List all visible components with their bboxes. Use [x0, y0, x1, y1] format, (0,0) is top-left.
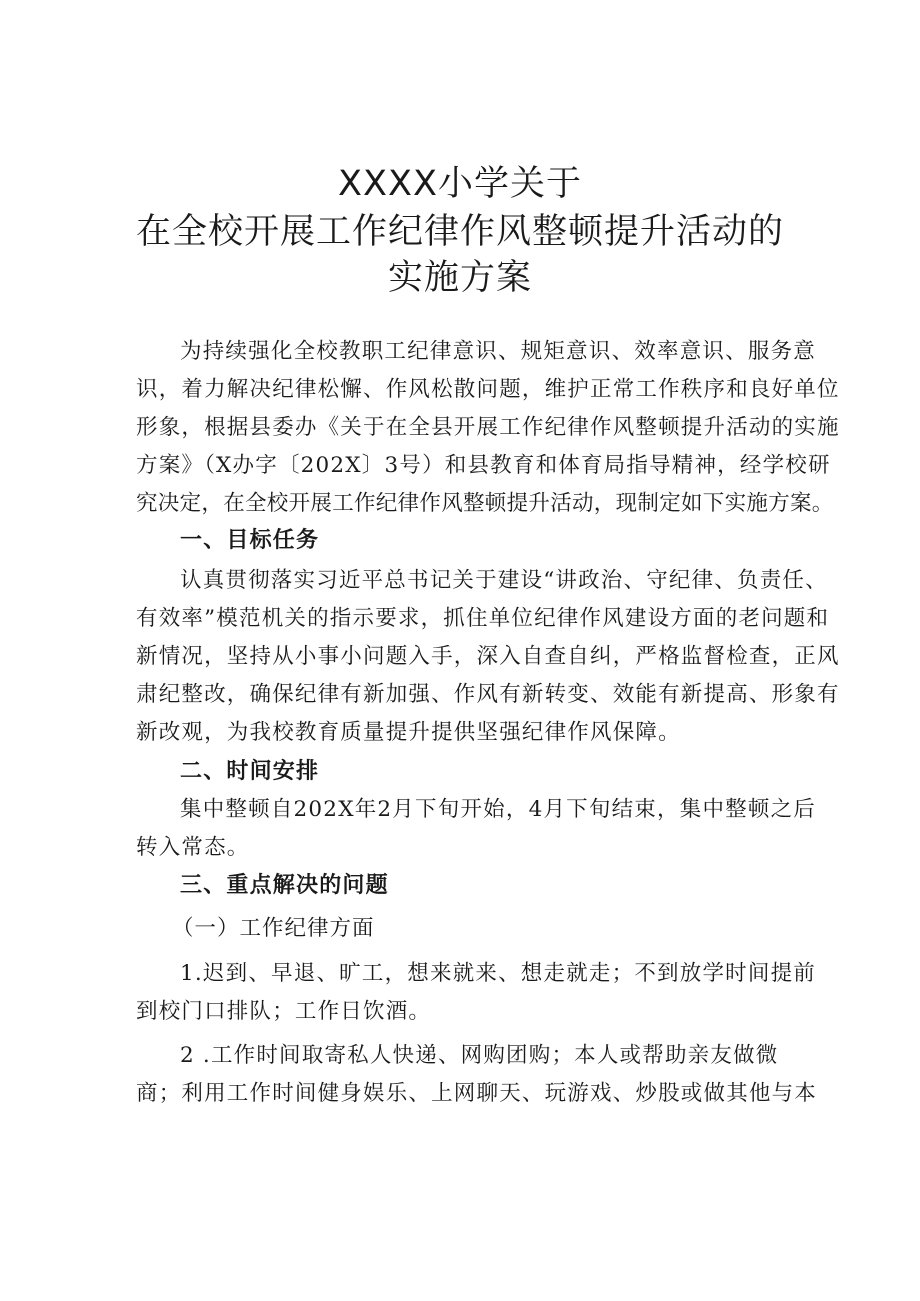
item1-line: 1.迟到、早退、旷工，想来就来、想走就走；不到放学时间提前 [180, 961, 816, 986]
section-heading-schedule: 二、时间安排 [180, 759, 320, 784]
section2-line: 转入常态。 [136, 835, 250, 860]
item2-line: 商；利用工作时间健身娱乐、上网聊天、玩游戏、炒股或做其他与本 [136, 1081, 818, 1106]
subsection-work-discipline: （一）工作纪律方面 [172, 916, 375, 941]
item1-line: 到校门口排队；工作日饮酒。 [136, 999, 432, 1024]
section1-line: 肃纪整改，确保纪律有新加强、作风有新转变、效能有新提高、形象有 [136, 682, 840, 707]
intro-line: 形象，根据县委办《关于在全县开展工作纪律作风整顿提升活动的实施 [136, 415, 840, 440]
section2-line: 集中整顿自202X年2月下旬开始，4月下旬结束，集中整顿之后 [180, 797, 816, 822]
section1-line: 有效率”模范机关的指示要求，抓住单位纪律作风建设方面的老问题和 [136, 606, 830, 631]
section1-line: 认真贯彻落实习近平总书记关于建设“讲政治、守纪律、负责任、 [180, 568, 828, 593]
section-heading-key-issues: 三、重点解决的问题 [180, 873, 389, 898]
intro-line: 究决定，在全校开展工作纪律作风整顿提升活动，现制定如下实施方案。 [136, 491, 834, 516]
section1-line: 新情况，坚持从小事小问题入手，深入自查自纠，严格监督检查，正风 [136, 644, 840, 669]
section-heading-goals: 一、目标任务 [180, 528, 320, 553]
title-line-1: XXXX小学关于 [338, 164, 582, 204]
intro-line: 方案》（X办字〔202X〕3号）和县教育和体育局指导精神，经学校研 [136, 453, 831, 478]
item2-line: 2 .工作时间取寄私人快递、网购团购；本人或帮助亲友做微 [180, 1043, 779, 1068]
title-line-2: 在全校开展工作纪律作风整顿提升活动的 [135, 212, 784, 252]
intro-line: 为持续强化全校教职工纪律意识、规矩意识、效率意识、服务意 [180, 339, 816, 364]
title-line-3: 实施方案 [387, 258, 532, 298]
intro-line: 识，着力解决纪律松懈、作风松散问题，维护正常工作秩序和良好单位 [136, 377, 840, 402]
section1-line: 新改观，为我校教育质量提升提供坚强纪律作风保障。 [136, 720, 681, 745]
